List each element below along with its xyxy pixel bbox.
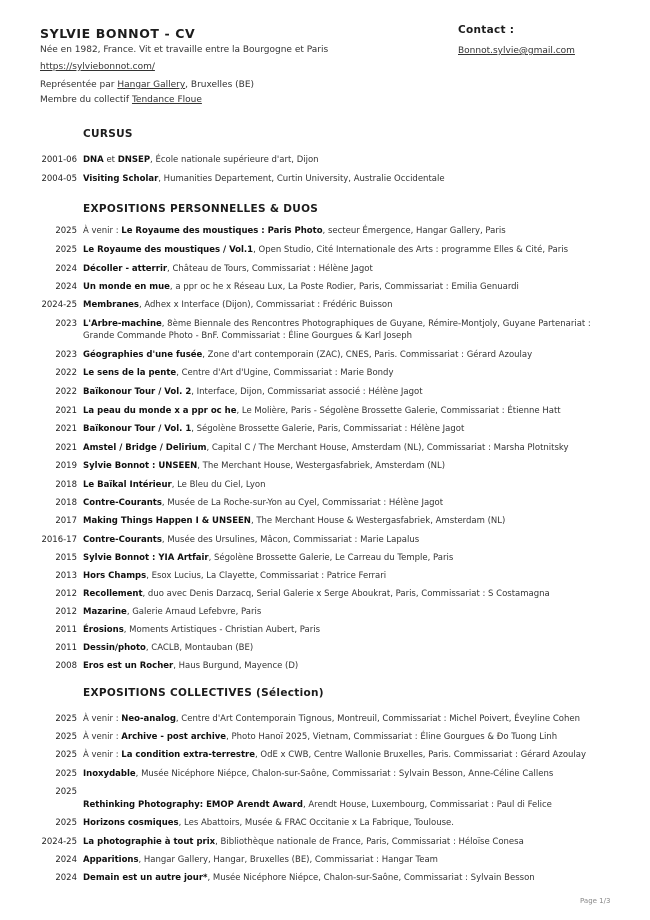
entry-details: , Arendt House, Luxembourg, Commissariat : Paul di Felice [302, 800, 552, 810]
entry-details: , Capital C / The Merchant House, Amsterdam (NL), Commissariat : Marsha Plotnitsky [206, 443, 569, 453]
entry-title: Visiting Scholar [83, 174, 159, 184]
entry-description [83, 749, 623, 761]
entry-title: DNA [83, 155, 104, 165]
entry-title: Contre-Courants [83, 535, 162, 545]
entry-description [83, 423, 623, 435]
bio-line: Née en 1982, France. Vit et travaille entre la Bourgogne et Paris [40, 45, 329, 55]
entry-year: 2024 [55, 264, 77, 274]
website-link-text[interactable]: https://sylviebonnot.com/ [40, 62, 155, 72]
entry-year: 2021 [55, 424, 77, 434]
entry-year: 2025 [55, 818, 77, 828]
entry-prefix: À venir : [83, 732, 122, 742]
entry-title: Le sens de la pente [83, 368, 177, 378]
entry-details: , a ppr oc he x Réseau Lux, La Poste Rodier, Paris, Commissariat : Emilia Genuardi [169, 282, 519, 292]
entry-details: , Le Bleu du Ciel, Lyon [171, 480, 266, 490]
entry-details: , Interface, Dijon, Commissariat associé : Hélène Jagot [191, 387, 423, 397]
entry-year: 2021 [55, 443, 77, 453]
entry-title: Un monde en mue [83, 282, 170, 292]
entry-details: , Château de Tours, Commissariat : Hélène Jagot [167, 264, 373, 274]
entry-details: , Musée de La Roche-sur-Yon au Cyel, Commissariat : Hélène Jagot [161, 498, 444, 508]
entry-details: , Adhex x Interface (Dijon), Commissariat : Frédéric Buisson [138, 300, 393, 310]
entry-year: 2018 [55, 480, 77, 490]
entry-description [83, 173, 623, 185]
entry-title: Le Royaume des moustiques / Vol.1 [83, 245, 254, 255]
entry-prefix: À venir : [83, 714, 122, 724]
contact-email-link[interactable]: Bonnot.sylvie@gmail.com [458, 46, 575, 56]
entry-details: , 8ème Biennale des Rencontres Photographiques de Guyane, Rémire-Montjoly, Guyane Partenariat : Grande Commande Photo - BnF. Commissariat : Éline Gourgues & Karl Joseph [83, 319, 591, 341]
entry-description [83, 405, 623, 417]
entry-details: , Galerie Arnaud Lefebvre, Paris [126, 607, 262, 617]
entry-details: , Bibliothèque nationale de France, Paris, Commissariat : Héloïse Conesa [215, 837, 524, 847]
entry-description [83, 281, 623, 293]
entry-details: , The Merchant House, Westergasfabriek, Amsterdam (NL) [197, 461, 446, 471]
contact-heading: Contact : [458, 24, 515, 36]
entry-year: 2008 [55, 661, 77, 671]
entry-title: Sylvie Bonnot : YIA Artfair [83, 553, 209, 563]
entry-details: , Open Studio, Cité Internationale des Arts : programme Elles & Cité, Paris [253, 245, 568, 255]
entry-description [83, 460, 623, 472]
entry-details: , Moments Artistiques - Christian Aubert, Paris [123, 625, 320, 635]
entry-details: , Centre d'Art Contemporain Tignous, Montreuil, Commissariat : Michel Poivert, Éveyline Cohen [175, 714, 580, 724]
entry-title: Rethinking Photography: EMOP Arendt Award [83, 800, 303, 810]
entry-year: 2012 [55, 589, 77, 599]
entry-description [83, 731, 623, 743]
entry-year: 2018 [55, 498, 77, 508]
entry-details: , Musée Nicéphore Niépce, Chalon-sur-Saône, Commissariat : Sylvain Besson [207, 873, 535, 883]
entry-details: , Musée des Ursulines, Mâcon, Commissariat : Marie Lapalus [161, 535, 420, 545]
entry-year: 2004-05 [41, 174, 77, 184]
entry-details: , Les Abattoirs, Musée & FRAC Occitanie x La Fabrique, Toulouse. [178, 818, 454, 828]
entry-title: L'Arbre-machine [83, 319, 162, 329]
entry-details: , Esox Lucius, La Clayette, Commissariat : Patrice Ferrari [146, 571, 387, 581]
entry-details: , secteur Émergence, Hangar Gallery, Paris [322, 226, 506, 236]
entry-year: 2017 [55, 516, 77, 526]
entry-title: Décoller - atterrir [83, 264, 168, 274]
entry-description [83, 570, 623, 582]
entry-year: 2016-17 [41, 535, 77, 545]
entry-year: 2024 [55, 282, 77, 292]
entry-title: Apparitions [83, 855, 139, 865]
entry-year: 2025 [55, 787, 77, 797]
entry-details: , Musée Nicéphore Niépce, Chalon-sur-Saône, Commissariat : Sylvain Besson, Anne-Céline Callens [135, 769, 554, 779]
entry-details: , Humanities Departement, Curtin University, Australie Occidentale [158, 174, 445, 184]
entry-details: , Le Molière, Paris - Ségolène Brossette Galerie, Commissariat : Étienne Hatt [236, 406, 561, 416]
entry-details: , Centre d'Art d'Ugine, Commissariat : Marie Bondy [176, 368, 394, 378]
entry-title: Contre-Courants [83, 498, 162, 508]
entry-description [83, 225, 623, 237]
website-link[interactable] [40, 62, 155, 72]
entry-title: Dessin/photo [83, 643, 146, 653]
entry-title: La peau du monde x a ppr oc he [83, 406, 237, 416]
entry-year: 2025 [55, 750, 77, 760]
entry-year: 2024 [55, 873, 77, 883]
entry-description [83, 588, 623, 600]
entry-description [83, 534, 623, 546]
cv-title: SYLVIE BONNOT - CV [40, 26, 196, 41]
entry-description [83, 244, 623, 256]
entry-year: 2025 [55, 732, 77, 742]
entry-year: 2011 [55, 625, 77, 635]
collective-link[interactable]: Tendance Floue [131, 95, 202, 105]
entry-description [83, 552, 623, 564]
entry-year: 2001-06 [41, 155, 77, 165]
entry-year: 2024 [55, 855, 77, 865]
entry-details: , Haus Burgund, Mayence (D) [173, 661, 299, 671]
entry-description [83, 799, 623, 811]
entry-title: Amstel / Bridge / Delirium [83, 443, 207, 453]
entry-title-2: DNSEP [117, 155, 151, 165]
entry-description [83, 642, 623, 654]
entry-title: Archive - post archive [121, 732, 227, 742]
represented-line [40, 80, 254, 90]
entry-year: 2021 [55, 406, 77, 416]
entry-title: Géographies d'une fusée [83, 350, 203, 360]
entry-description [83, 515, 623, 527]
gallery-link[interactable]: Hangar Gallery [117, 80, 186, 90]
entry-title: La condition extra-terrestre [121, 750, 255, 760]
entry-details: , OdE x CWB, Centre Wallonie Bruxelles, Paris. Commissariat : Gérard Azoulay [255, 750, 587, 760]
entry-description [83, 299, 623, 311]
entry-title: Making Things Happen I & UNSEEN [83, 516, 251, 526]
entry-description [83, 263, 623, 275]
entry-details: , Photo Hanoï 2025, Vietnam, Commissariat : Éline Gourgues & Đo Tuong Linh [226, 732, 558, 742]
entry-description [83, 367, 623, 379]
section-title-expo-coll: EXPOSITIONS COLLECTIVES (Sélection) [83, 687, 324, 699]
entry-year: 2025 [55, 226, 77, 236]
entry-title: Hors Champs [83, 571, 147, 581]
entry-description [83, 713, 623, 725]
entry-description [83, 836, 623, 848]
entry-title: Eros est un Rocher [83, 661, 174, 671]
entry-details: , Ségolène Brossette Galerie, Paris, Commissariat : Hélène Jagot [191, 424, 465, 434]
entry-details: , duo avec Denis Darzacq, Serial Galerie x Serge Aboukrat, Paris, Commissariat : S Costamagna [142, 589, 550, 599]
entry-details: , Hangar Gallery, Hangar, Bruxelles (BE), Commissariat : Hangar Team [138, 855, 438, 865]
entry-details: et [103, 155, 118, 165]
represented-suffix: , Bruxelles (BE) [185, 80, 255, 90]
entry-description [83, 624, 623, 636]
entry-title: La photographie à tout prix [83, 837, 216, 847]
entry-prefix: À venir : [83, 750, 122, 760]
entry-details: , Ségolène Brossette Galerie, Le Carreau du Temple, Paris [208, 553, 454, 563]
entry-title: Baïkonour Tour / Vol. 1 [83, 424, 192, 434]
entry-details: , Zone d'art contemporain (ZAC), CNES, Paris. Commissariat : Gérard Azoulay [202, 350, 533, 360]
entry-year: 2022 [55, 387, 77, 397]
entry-title: Neo-analog [121, 714, 176, 724]
section-title-expo-perso: EXPOSITIONS PERSONNELLES & DUOS [83, 203, 319, 215]
entry-year: 2012 [55, 607, 77, 617]
entry-prefix: À venir : [83, 226, 122, 236]
entry-year: 2013 [55, 571, 77, 581]
collective-line [40, 95, 202, 105]
entry-title: Le Baïkal Intérieur [83, 480, 172, 490]
section-title-cursus: CURSUS [83, 128, 133, 140]
entry-title: Inoxydable [83, 769, 136, 779]
entry-description [83, 349, 623, 361]
entry-year: 2024-25 [41, 300, 77, 310]
entry-details-2: , École nationale supérieure d'art, Dijon [150, 155, 319, 165]
entry-description [83, 872, 623, 884]
entry-title: Recollement [83, 589, 143, 599]
entry-title: Horizons cosmiques [83, 818, 179, 828]
entry-description [83, 497, 623, 509]
page-number: Page 1/3 [580, 897, 611, 905]
entry-year: 2024-25 [41, 837, 77, 847]
entry-title: Baïkonour Tour / Vol. 2 [83, 387, 192, 397]
entry-year: 2025 [55, 245, 77, 255]
entry-description [83, 768, 623, 780]
entry-year: 2025 [55, 714, 77, 724]
entry-description [83, 442, 623, 454]
entry-description [83, 660, 623, 672]
represented-prefix: Représentée par [40, 80, 118, 90]
entry-title: Membranes [83, 300, 139, 310]
entry-year: 2011 [55, 643, 77, 653]
entry-title: Érosions [83, 625, 124, 635]
entry-year: 2019 [55, 461, 77, 471]
entry-details: , CACLB, Montauban (BE) [145, 643, 254, 653]
entry-description [83, 606, 623, 618]
entry-description [83, 318, 623, 342]
entry-title: Le Royaume des moustiques : Paris Photo [121, 226, 323, 236]
entry-title: Demain est un autre jour* [83, 873, 208, 883]
entry-year: 2015 [55, 553, 77, 563]
entry-year: 2023 [55, 319, 77, 329]
entry-title: Mazarine [83, 607, 127, 617]
entry-description [83, 479, 623, 491]
entry-description [83, 854, 623, 866]
entry-year: 2025 [55, 769, 77, 779]
entry-details: , The Merchant House & Westergasfabriek, Amsterdam (NL) [250, 516, 506, 526]
collective-prefix: Membre du collectif [40, 95, 132, 105]
entry-description [83, 154, 623, 166]
entry-title: Sylvie Bonnot : UNSEEN [83, 461, 198, 471]
entry-year: 2023 [55, 350, 77, 360]
entry-year: 2022 [55, 368, 77, 378]
entry-description [83, 386, 623, 398]
entry-description [83, 817, 623, 829]
